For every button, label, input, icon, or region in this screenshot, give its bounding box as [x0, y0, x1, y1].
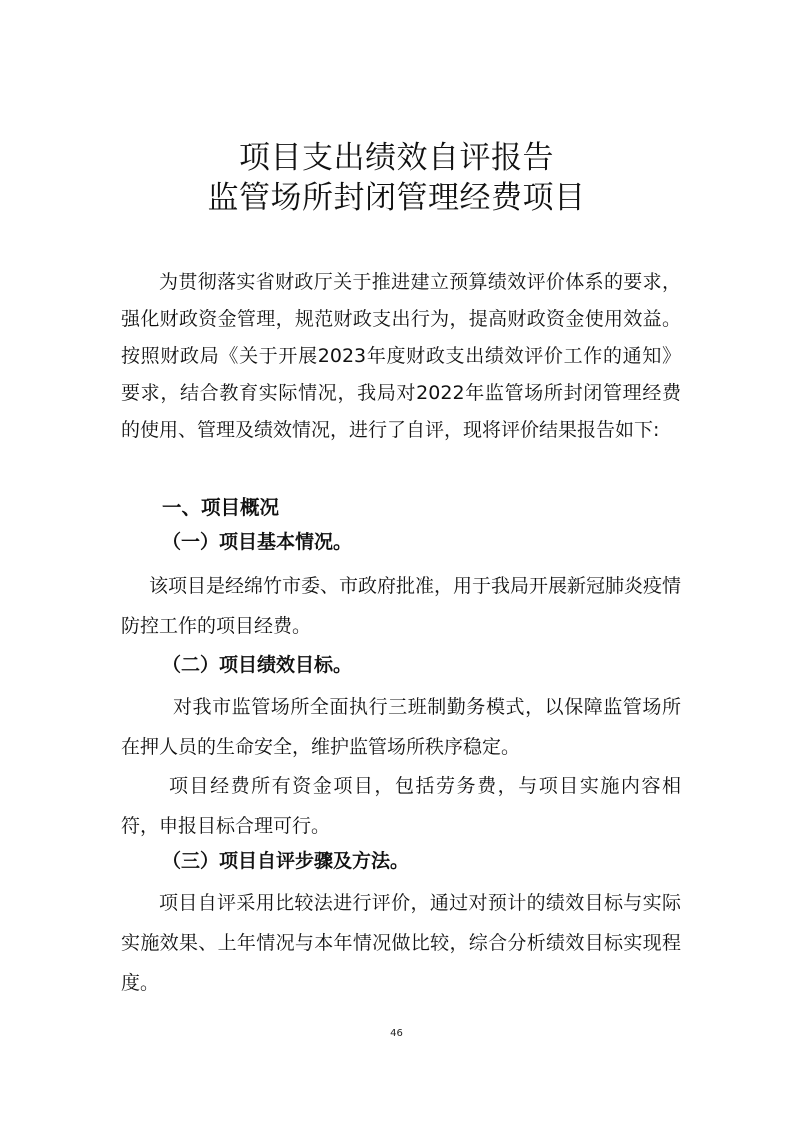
- section-heading-project-overview: 一、项目概况: [162, 496, 280, 519]
- document-title-line-1: 项目支出绩效自评报告: [239, 140, 554, 176]
- paragraph-basic-info: 该项目是经绵竹市委、市政府批准，用于我局开展新冠肺炎疫情防控工作的项目经费。: [121, 575, 682, 637]
- paragraph-evaluation-method: 项目自评采用比较法进行评价，通过对预计的绩效目标与实际实施效果、上年情况与本年情况做比较，综合分析绩效目标实现程度。: [121, 892, 681, 994]
- subheading-basic-info: （一）项目基本情况。: [162, 531, 353, 553]
- subheading-evaluation-method: （三）项目自评步骤及方法。: [162, 850, 410, 872]
- paragraph-performance-goals-2: 项目经费所有资金项目，包括劳务费，与项目实施内容相符，申报目标合理可行。: [121, 775, 681, 837]
- subheading-performance-goals: （二）项目绩效目标。: [162, 654, 353, 676]
- intro-paragraph: 为贯彻落实省财政厅关于推进建立预算绩效评价体系的要求，强化财政资金管理，规范财政支出行为，提高财政资金使用效益。按照财政局《关于开展2023年度财政支出绩效评价工作的通知》要求，结合教育实际情况，我局对2022年监管场所封闭管理经费的使用、管理及绩效情况，进行了自评，现将评价结果报告如下:: [121, 271, 681, 441]
- page-number: 46: [390, 1028, 403, 1039]
- paragraph-performance-goals-1: 对我市监管场所全面执行三班制勤务模式，以保障监管场所在押人员的生命安全，维护监管场所秩序稳定。: [121, 696, 681, 758]
- document-title-line-2: 监管场所封闭管理经费项目: [207, 180, 586, 216]
